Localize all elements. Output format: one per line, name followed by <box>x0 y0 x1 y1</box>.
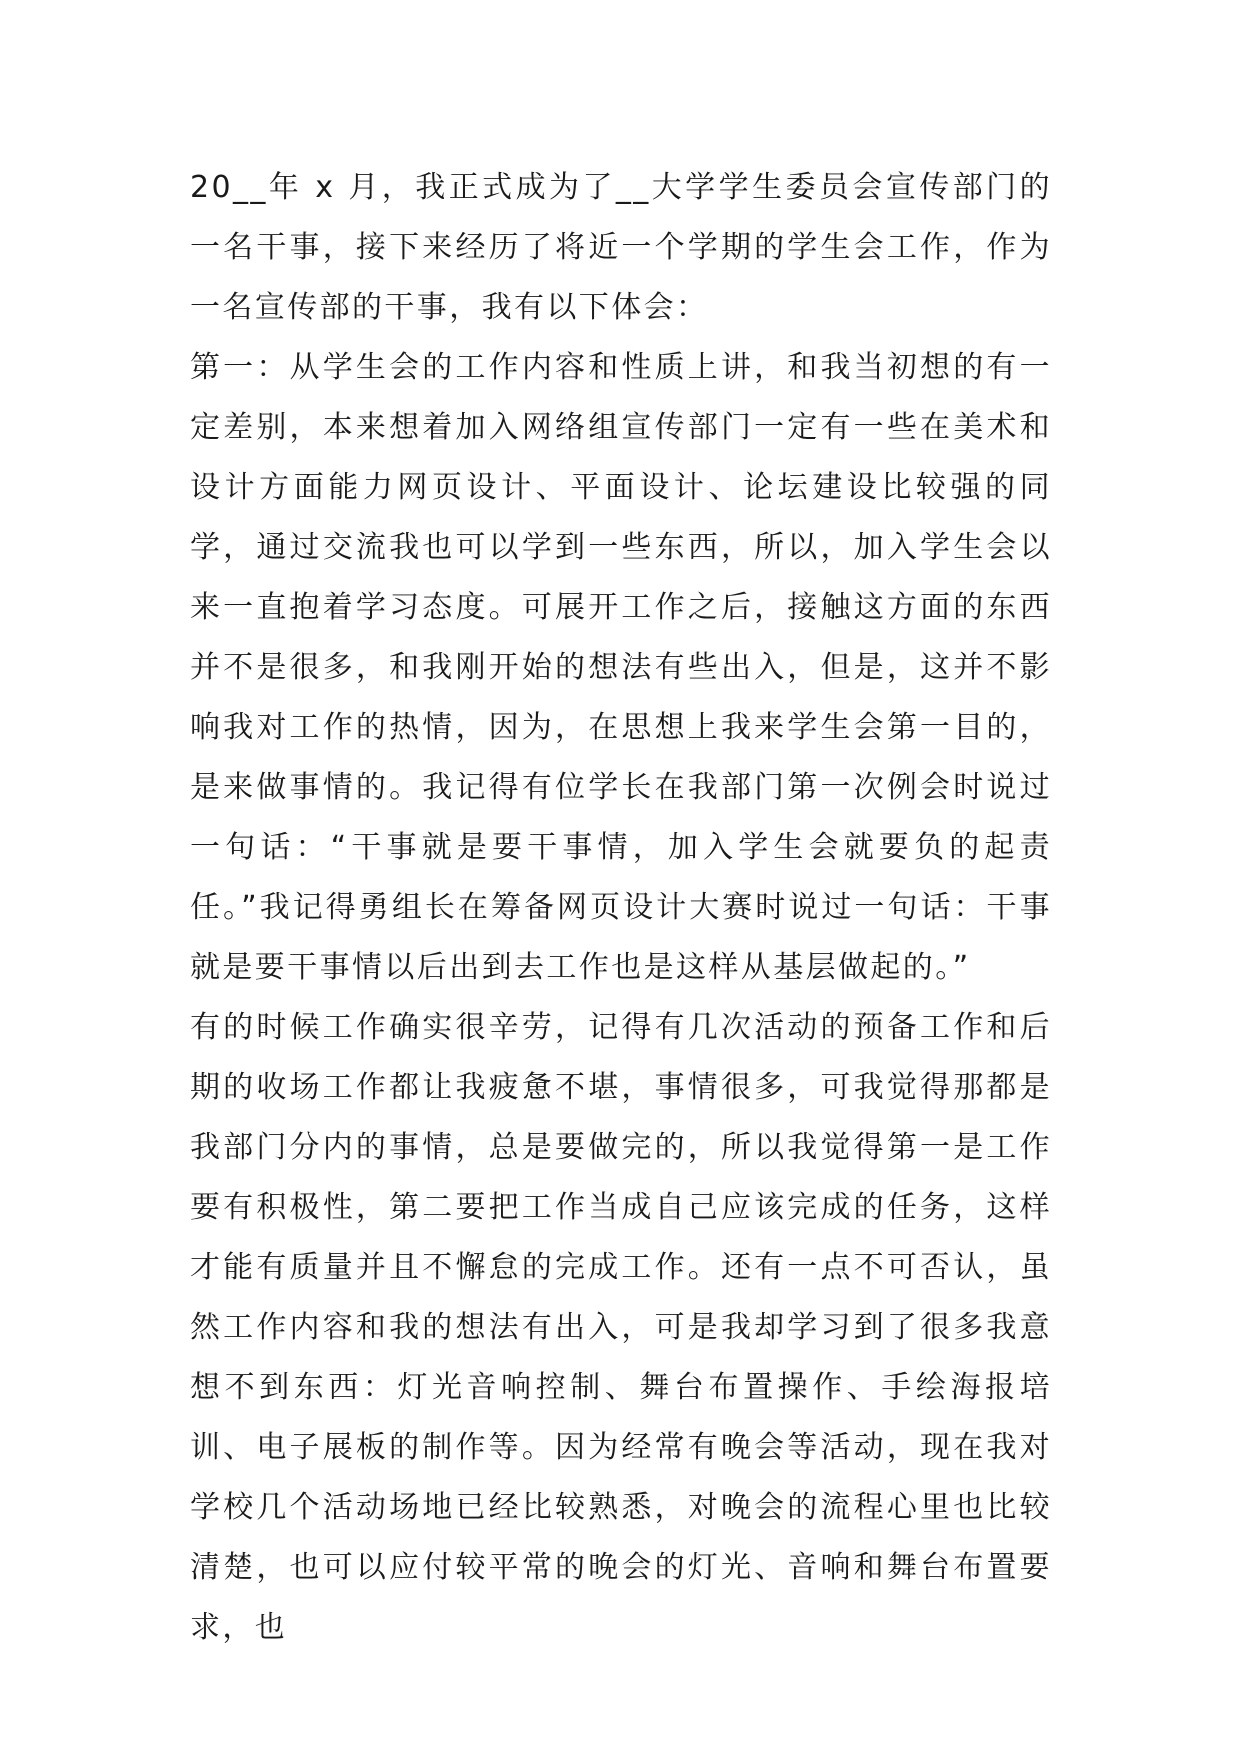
paragraph-work-experience: 有的时候工作确实很辛劳，记得有几次活动的预备工作和后期的收场工作都让我疲惫不堪，事情很多，可我觉得那都是我部门分内的事情，总是要做完的，所以我觉得第一是工作要有积极性，第二要把工作当成自己应该完成的任务，这样才能有质量并且不懈怠的完成工作。还有一点不可否认，虽然工作内容和我的想法有出入，可是我却学习到了很多我意想不到东西：灯光音响控制、舞台布置操作、手绘海报培训、电子展板的制作等。因为经常有晚会等活动，现在我对学校几个活动场地已经比较熟悉，对晚会的流程心里也比较清楚，也可以应付较平常的晚会的灯光、音响和舞台布置要求，也 <box>190 1010 1052 1645</box>
paragraph-intro: 20__年 x 月，我正式成为了__大学学生委员会宣传部门的一名干事，接下来经历了将近一个学期的学生会工作，作为一名宣传部的干事，我有以下体会： <box>190 170 1052 325</box>
document-body <box>190 158 1052 1658</box>
paragraph-first-point: 第一：从学生会的工作内容和性质上讲，和我当初想的有一定差别，本来想着加入网络组宣传部门一定有一些在美术和设计方面能力网页设计、平面设计、论坛建设比较强的同学，通过交流我也可以学到一些东西，所以，加入学生会以来一直抱着学习态度。可展开工作之后，接触这方面的东西并不是很多，和我刚开始的想法有些出入，但是，这并不影响我对工作的热情，因为，在思想上我来学生会第一目的，是来做事情的。我记得有位学长在我部门第一次例会时说过一句话：“干事就是要干事情，加入学生会就要负的起责任。”我记得勇组长在筹备网页设计大赛时说过一句话：干事就是要干事情以后出到去工作也是这样从基层做起的。” <box>190 350 1052 985</box>
